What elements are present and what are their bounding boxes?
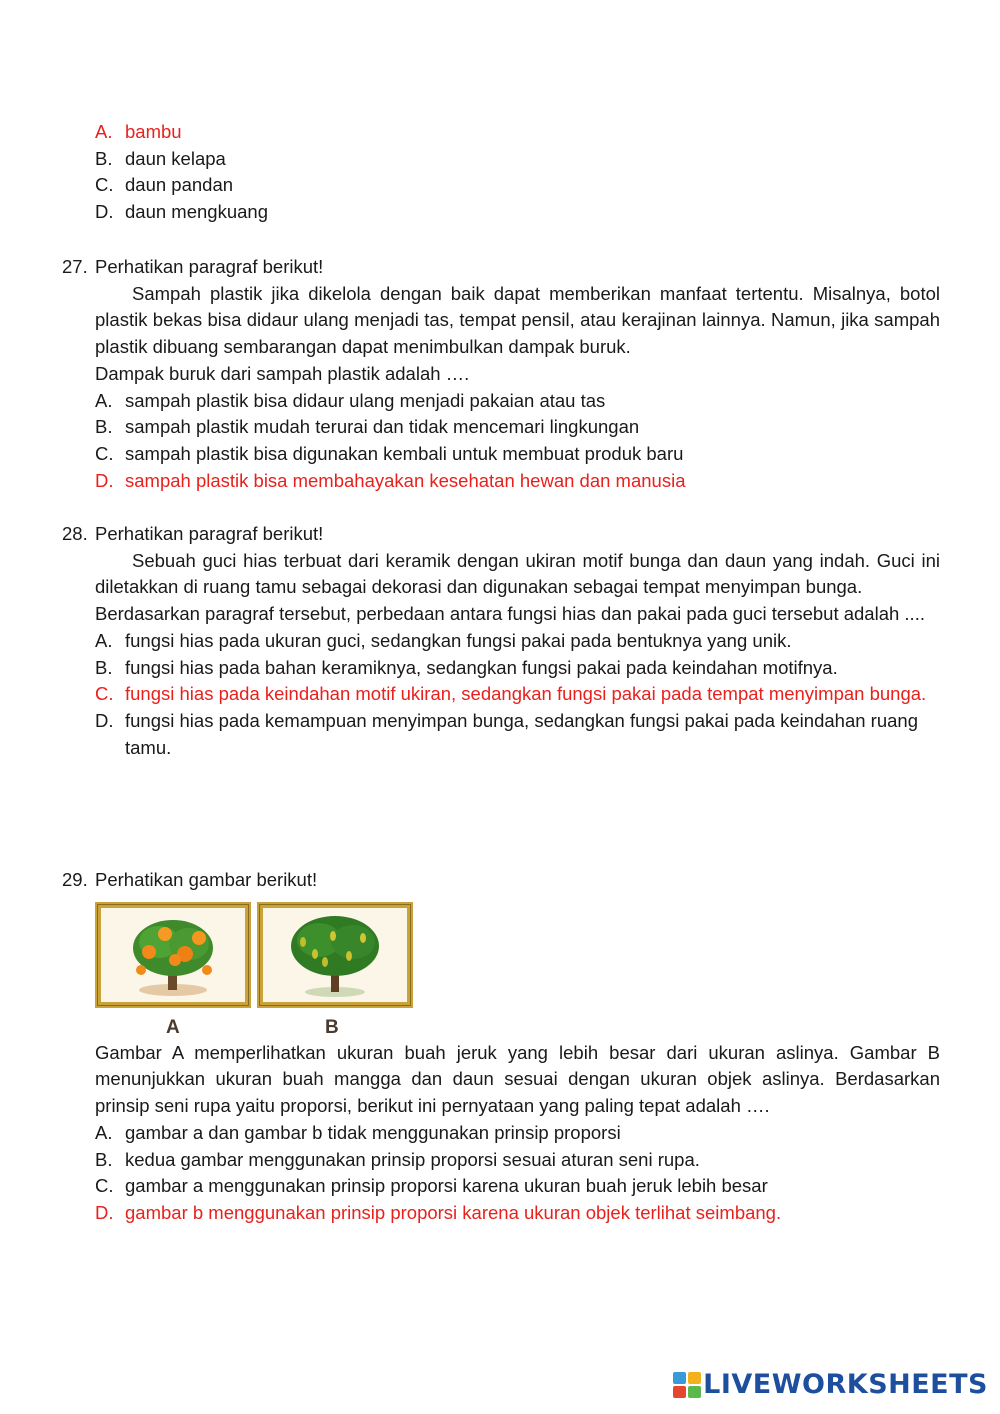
option-text: daun mengkuang — [125, 201, 268, 223]
option-letter: C. — [95, 442, 114, 464]
question-stem: Perhatikan gambar berikut! — [95, 869, 318, 890]
option-letter: B. — [95, 416, 113, 438]
question-prompt: Dampak buruk dari sampah plastik adalah …. — [95, 362, 470, 384]
option-text: sampah plastik bisa didaur ulang menjadi pakaian atau tas — [125, 389, 606, 411]
q29-option-b[interactable] — [95, 1147, 940, 1174]
image-a-label: A — [166, 1016, 180, 1038]
q29-option-c[interactable] — [95, 1173, 940, 1200]
q26-option-d[interactable] — [95, 199, 940, 226]
option-text: fungsi hias pada kemampuan menyimpan bunga, sedangkan fungsi pakai pada keindahan ruang tamu. — [125, 709, 918, 758]
brand-name: LIVEWORKSHEETS — [703, 1368, 988, 1400]
q26-option-a[interactable] — [95, 119, 940, 146]
option-letter: D. — [95, 201, 114, 223]
option-text: kedua gambar menggunakan prinsip proporsi sesuai aturan seni rupa. — [125, 1148, 700, 1170]
option-text: daun kelapa — [125, 147, 226, 169]
q27-option-d[interactable] — [95, 468, 940, 495]
q26-options — [95, 119, 940, 226]
image-b-label: B — [325, 1016, 339, 1038]
option-letter: D. — [95, 469, 114, 491]
image-b-mango-tree — [257, 902, 413, 1008]
orange-tree-icon — [101, 908, 245, 1002]
q26-option-c[interactable] — [95, 172, 940, 199]
option-letter: B. — [95, 656, 113, 678]
liveworksheets-mark-icon — [673, 1372, 701, 1398]
q28-option-a[interactable] — [95, 628, 940, 655]
question-stem: Perhatikan paragraf berikut! — [95, 256, 324, 277]
question-28 — [62, 521, 940, 761]
q27-options — [62, 388, 940, 495]
option-letter: A. — [95, 629, 113, 651]
option-text: fungsi hias pada keindahan motif ukiran, sedangkan fungsi pakai pada tempat menyimpan bunga. — [125, 683, 927, 705]
option-letter: B. — [95, 1148, 113, 1170]
q29-option-a[interactable] — [95, 1120, 940, 1147]
option-letter: D. — [95, 709, 114, 731]
q28-option-d[interactable] — [95, 708, 940, 761]
option-letter: D. — [95, 1201, 114, 1223]
question-27 — [62, 254, 940, 494]
q27-option-b[interactable] — [95, 414, 940, 441]
question-images — [95, 902, 940, 1040]
question-number: 27. — [62, 256, 88, 277]
question-29 — [62, 867, 940, 1227]
question-paragraph: Sebuah guci hias terbuat dari keramik dengan ukiran motif bunga dan daun yang indah. Guci ini diletakkan di ruang tamu sebagai dekorasi dan digunakan sebagai tempat menyimpan bunga. — [95, 549, 940, 598]
option-text: sampah plastik bisa digunakan kembali untuk membuat produk baru — [125, 442, 684, 464]
image-a-orange-tree — [95, 902, 251, 1008]
option-text: gambar a dan gambar b tidak menggunakan prinsip proporsi — [125, 1121, 621, 1143]
liveworksheets-logo — [673, 1370, 988, 1400]
option-letter: A. — [95, 389, 113, 411]
option-letter: A. — [95, 1121, 113, 1143]
question-paragraph: Sampah plastik jika dikelola dengan baik dapat memberikan manfaat tertentu. Misalnya, botol plastik bekas bisa didaur ulang menjadi tas, tempat pensil, atau kerajinan lainnya. Namun, jika sampah plastik dibuang sembarangan dapat menimbulkan dampak buruk. — [95, 282, 940, 358]
question-stem: Perhatikan paragraf berikut! — [95, 523, 324, 544]
option-letter: A. — [95, 121, 113, 142]
q27-option-c[interactable] — [95, 441, 940, 468]
option-text: fungsi hias pada ukuran guci, sedangkan fungsi pakai pada bentuknya yang unik. — [125, 629, 792, 651]
option-text: sampah plastik bisa membahayakan kesehatan hewan dan manusia — [125, 469, 686, 491]
q28-options — [62, 628, 940, 762]
option-text: gambar b menggunakan prinsip proporsi karena ukuran objek terlihat seimbang. — [125, 1201, 782, 1223]
mango-tree-icon — [263, 908, 407, 1002]
question-number: 29. — [62, 869, 88, 890]
option-letter: C. — [95, 174, 114, 196]
question-number: 28. — [62, 523, 88, 544]
q29-options — [62, 1120, 940, 1227]
question-paragraph: Gambar A memperlihatkan ukuran buah jeruk yang lebih besar dari ukuran aslinya. Gambar B menunjukkan ukuran buah mangga dan daun sesuai dengan ukuran objek aslinya. Berdasarkan prinsip seni rupa yaitu proporsi, berikut ini pernyataan yang paling tepat adalah …. — [95, 1041, 940, 1117]
q28-option-c[interactable] — [95, 681, 940, 708]
question-prompt: Berdasarkan paragraf tersebut, perbedaan antara fungsi hias dan pakai pada guci tersebut adalah .... — [95, 603, 925, 625]
option-letter: C. — [95, 1175, 114, 1197]
q26-option-b[interactable] — [95, 146, 940, 173]
option-text: sampah plastik mudah terurai dan tidak mencemari lingkungan — [125, 416, 640, 438]
q28-option-b[interactable] — [95, 655, 940, 682]
option-letter: B. — [95, 147, 113, 169]
q29-option-d[interactable] — [95, 1200, 940, 1227]
option-text: gambar a menggunakan prinsip proporsi karena ukuran buah jeruk lebih besar — [125, 1175, 768, 1197]
option-text: fungsi hias pada bahan keramiknya, sedangkan fungsi pakai pada keindahan motifnya. — [125, 656, 838, 678]
option-text: bambu — [125, 121, 182, 142]
option-letter: C. — [95, 683, 114, 705]
option-text: daun pandan — [125, 174, 234, 196]
q27-option-a[interactable] — [95, 388, 940, 415]
